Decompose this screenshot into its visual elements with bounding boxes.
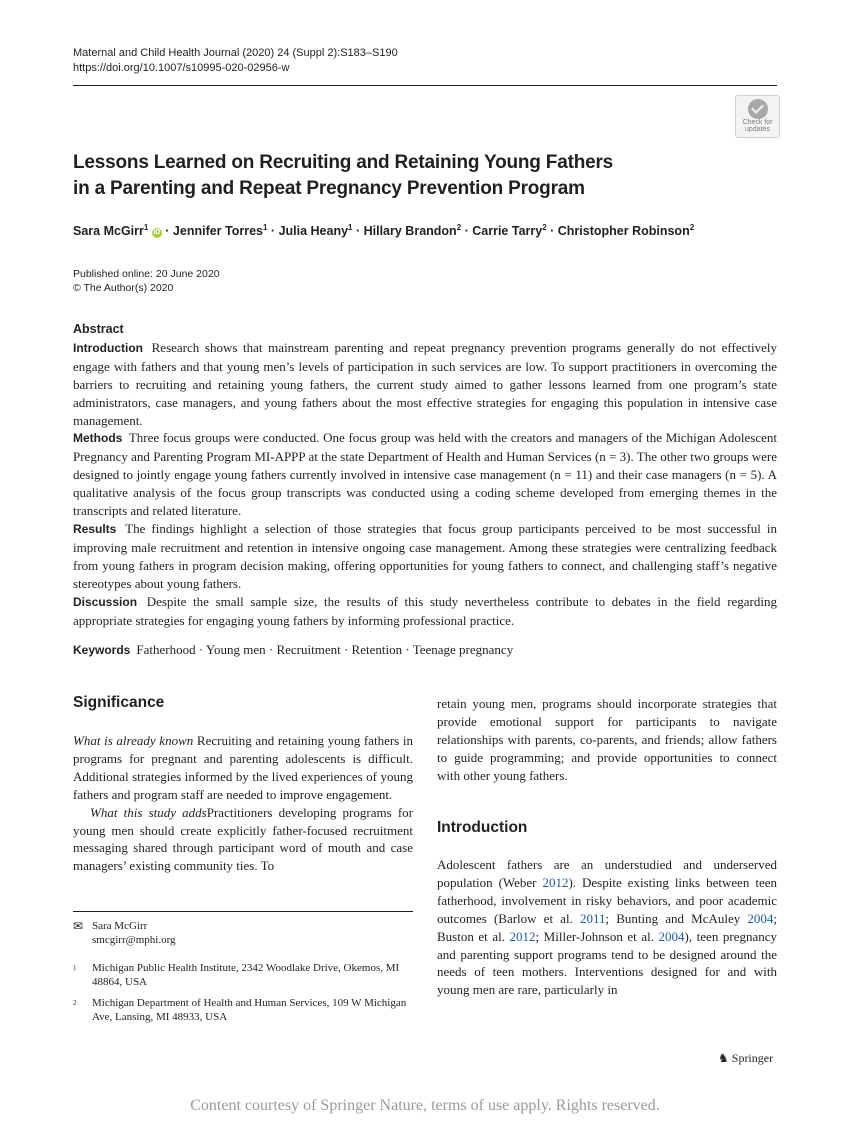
intro-text: ; Buston et al.	[437, 910, 777, 944]
keywords-list: Fatherhood · Young men · Recruitment · Retention · Teenage pregnancy	[136, 642, 514, 657]
abstract-label: Results	[73, 521, 117, 536]
check-for-updates-badge[interactable]	[735, 95, 780, 138]
affiliation-2	[73, 996, 413, 1024]
abstract-label: Discussion	[73, 594, 138, 609]
abstract-label: Methods	[73, 431, 123, 446]
keywords-label: Keywords	[73, 643, 131, 657]
badge-line2: updates	[745, 126, 770, 133]
intro-text: ). Despite existing links between teen fatherhood, involvement in risky behaviors, and poor academic outcomes (Barlow et al.	[437, 874, 777, 926]
journal-citation: Maternal and Child Health Journal (2020) 24 (Suppl 2):S183–S190	[73, 47, 398, 59]
courtesy-notice: Content courtesy of Springer Nature, terms of use apply. Rights reserved.	[190, 1097, 660, 1114]
adds-label: What this study adds	[90, 804, 207, 820]
affiliation-text: Michigan Department of Health and Human Services, 109 W Michigan Ave, Lansing, MI 48933, USA	[92, 997, 407, 1023]
corresponding-author	[73, 919, 413, 947]
header-rule	[73, 85, 777, 86]
affiliation-text: Michigan Public Health Institute, 2342 Woodlake Drive, Okemos, MI 48864, USA	[92, 962, 400, 988]
copyright: © The Author(s) 2020	[73, 282, 174, 294]
abstract-text: Research shows that mainstream parenting and repeat pregnancy prevention programs generally do not effectively engage with fathers and that young men’s levels of participation in such services are low. To support practitioners in overcoming the barriers to recruiting and retaining young fathers, the current study aimed to gather lessons learned from one program’s state administrators, case managers, and young fathers about the most effective strategies for engaging this population in intensive case management.	[73, 339, 777, 428]
author-name[interactable]: Sara McGirr	[73, 224, 144, 239]
citation-link[interactable]: 2012	[509, 928, 536, 944]
author-name[interactable]: Jennifer Torres	[172, 224, 263, 239]
title-line-2: in a Parenting and Repeat Pregnancy Prevention Program	[73, 178, 585, 199]
springer-logo	[718, 1051, 773, 1066]
orcid-icon[interactable]: iD	[153, 229, 161, 237]
abstract-heading: Abstract	[73, 322, 124, 336]
intro-text: ), teen pregnancy and parenting support programs tend to be designed around the needs of teen mothers. Interventions designed for and with young men are rare, particularly in	[437, 928, 778, 998]
author-name[interactable]: Hillary Brandon	[363, 224, 457, 239]
significance-adds	[73, 804, 413, 876]
known-label: What is already known	[73, 733, 194, 748]
keywords	[73, 642, 777, 658]
significance-known	[73, 732, 413, 804]
citation-link[interactable]: 2004	[747, 910, 774, 926]
footnote-rule	[73, 911, 413, 912]
significance-heading: Significance	[73, 694, 165, 711]
significance-continued: retain young men, programs should incorporate strategies that provide emotional support for participants to navigate relationships with parents, co-parents, and friends; allow fathers to guide programming; and provide opportunities to connect with other young fathers.	[437, 696, 777, 783]
badge-line1: Check for	[742, 119, 773, 126]
introduction-heading: Introduction	[437, 819, 528, 836]
abstract-methods	[73, 429, 777, 520]
abstract-results	[73, 520, 777, 593]
adds-text: Practitioners developing programs for young men should create explicitly father-focused recruitment messaging shared through participant word of mouth and case managers’ existing community ties. To	[73, 804, 413, 874]
envelope-icon: ✉	[73, 919, 84, 933]
journal-header	[73, 46, 777, 76]
citation-link[interactable]: 2004	[658, 928, 685, 944]
intro-text: Adolescent fathers are an understudied and underserved population (Weber	[437, 857, 777, 890]
citation-link[interactable]: 2012	[542, 874, 569, 890]
doi-link[interactable]: https://doi.org/10.1007/s10995-020-02956-w	[73, 62, 290, 74]
author-name[interactable]: Carrie Tarry	[472, 224, 543, 239]
abstract-text: Three focus groups were conducted. One focus group was held with the creators and managers of the Michigan Adolescent Pregnancy and Parenting Program MI-APPP at the state Department of Health and Human Services (n = 3). The other two groups were designed to jointly engage young fathers currently involved in intensive case management (n = 11) and their case managers (n = 5). A qualitative analysis of the focus group transcripts was conducted using a coding scheme developed from emerging themes in the transcripts and related literature.	[73, 430, 777, 519]
abstract-text: Despite the small sample size, the results of this study nevertheless contribute to debates in the field regarding appropriate strategies for engaging young fathers by informing professional practice.	[73, 593, 778, 628]
abstract-text: The findings highlight a selection of those strategies that focus group participants perceived to be most successful in improving male recruitment and retention in intensive ongoing case management. Among these strategies were centralizing feedback from young fathers in program decision making, offering opportunities for young fathers to connect, and challenging staff’s negative stereotypes about young fathers.	[73, 520, 777, 591]
introduction-body	[437, 856, 777, 999]
author-affiliation: 1	[143, 223, 149, 232]
author-name[interactable]: Christopher Robinson	[557, 224, 690, 239]
affiliation-1	[73, 961, 413, 989]
author-affiliation: 1	[263, 223, 268, 232]
author-affiliation: 1	[348, 223, 353, 232]
published-date: Published online: 20 June 2020	[73, 268, 220, 280]
citation-link[interactable]: 2011	[579, 910, 606, 926]
affiliation-number: 2	[73, 999, 77, 1007]
known-text: Recruiting and retaining young fathers in programs for pregnant and parenting adolescents is difficult. Additional strategies informed by the lived experiences of young fathers and program staff are needed to improve engagement.	[73, 733, 413, 802]
check-icon	[748, 99, 768, 119]
significance-body	[73, 732, 413, 875]
intro-text: ; Bunting and McAuley	[605, 910, 748, 926]
author-affiliation: 2	[456, 223, 462, 232]
contact-email[interactable]: smcgirr@mphi.org	[92, 934, 176, 946]
contact-name: Sara McGirr	[92, 920, 148, 932]
springer-horse-icon: ♞	[718, 1051, 729, 1065]
article-title	[73, 150, 733, 202]
author-affiliation: 2	[542, 223, 547, 232]
abstract-discussion	[73, 593, 777, 630]
publication-info	[73, 267, 220, 295]
author-affiliation: 2	[689, 223, 695, 232]
intro-text: ; Miller-Johnson et al.	[535, 928, 659, 944]
affiliation-number: 1	[73, 964, 77, 972]
author-name[interactable]: Julia Heany	[278, 224, 349, 239]
abstract	[73, 321, 777, 629]
abstract-label: Introduction	[73, 340, 143, 355]
publisher-name: Springer	[731, 1051, 774, 1065]
title-line-1: Lessons Learned on Recruiting and Retaining Young Fathers	[73, 152, 614, 173]
author-list: Sara McGirr$^1$ iD · Jennifer Torres$^1$ · Julia Heany$^1$ · Hillary Brandon$^2$ · Carrie Tarry$^2$ · Christopher Robinson$^2$	[73, 223, 695, 239]
abstract-introduction	[73, 339, 777, 430]
